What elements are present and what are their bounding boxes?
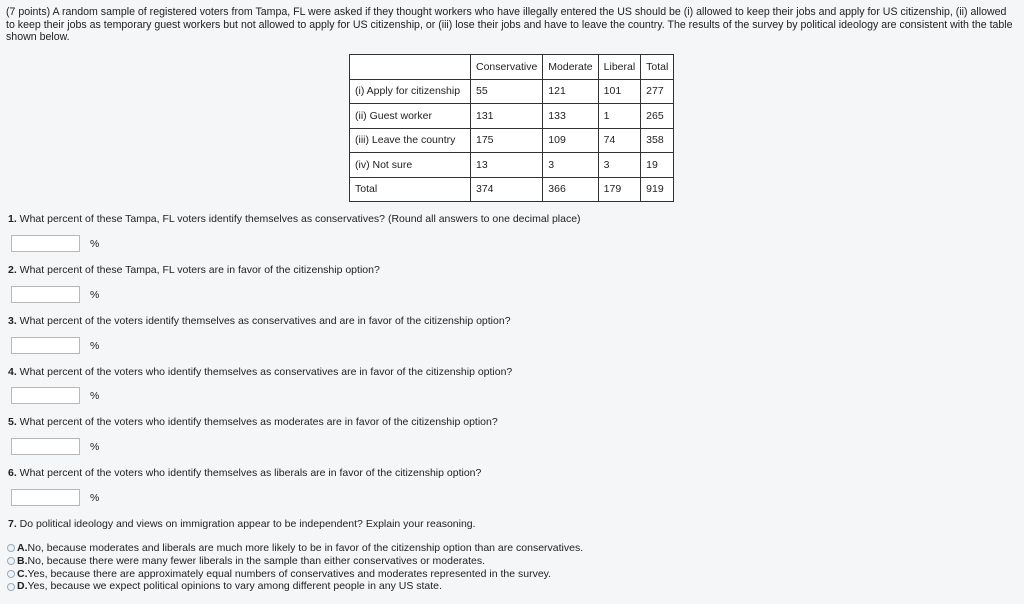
question-4 — [8, 366, 512, 378]
survey-table — [349, 54, 674, 202]
question-number: 2. — [8, 264, 17, 276]
question-text: What percent of the voters who identify themselves as moderates are in favor of the citizenship option? — [16, 416, 498, 428]
option-letter: D. — [17, 580, 28, 593]
table-cell: 919 — [641, 177, 674, 202]
table-cell: (i) Apply for citizenship — [350, 79, 471, 104]
table-cell: 74 — [598, 128, 641, 153]
option-text: No, because there were many fewer liberals in the sample than either conservatives or moderates. — [27, 554, 486, 567]
option-text: No, because moderates and liberals are much more likely to be in favor of the citizenship option than are conservatives. — [27, 542, 584, 554]
question-text: What percent of the voters who identify themselves as liberals are in favor of the citizenship option? — [16, 467, 482, 479]
option-d[interactable] — [7, 580, 583, 593]
percent-label: % — [90, 492, 100, 504]
percent-label: % — [90, 441, 100, 453]
table-total-row — [350, 177, 674, 202]
option-letter: B. — [17, 554, 28, 567]
table-header-cell — [350, 55, 471, 80]
table-cell: 109 — [543, 128, 598, 153]
table-cell: 175 — [471, 128, 543, 153]
table-cell: 121 — [543, 79, 598, 104]
question-text: What percent of the voters who identify themselves as conservatives are in favor of the citizenship option? — [16, 366, 513, 378]
radio-button[interactable] — [7, 544, 15, 552]
answer-1-input[interactable] — [11, 235, 80, 252]
radio-button[interactable] — [7, 583, 15, 591]
percent-label: % — [90, 390, 100, 402]
table-cell: 1 — [598, 104, 641, 129]
option-a[interactable] — [7, 542, 583, 555]
table-cell: 131 — [471, 104, 543, 129]
question-number: 5. — [8, 416, 17, 428]
table-header-row — [350, 55, 674, 80]
percent-label: % — [90, 238, 100, 250]
table-row — [350, 79, 674, 104]
question-number: 6. — [8, 467, 17, 479]
option-text: Yes, because we expect political opinions to vary among different people in any US state. — [27, 580, 442, 593]
radio-button[interactable] — [7, 557, 15, 565]
question-text: What percent of these Tampa, FL voters are in favor of the citizenship option? — [16, 264, 380, 276]
table-cell: 179 — [598, 177, 641, 202]
table-cell: Total — [350, 177, 471, 202]
table-cell: 358 — [641, 128, 674, 153]
table-cell: (iii) Leave the country — [350, 128, 471, 153]
question-number: 7. — [8, 518, 17, 530]
table-header-cell: Moderate — [543, 55, 598, 80]
table-cell: 366 — [543, 177, 598, 202]
table-header-cell: Total — [641, 55, 674, 80]
question-7 — [8, 518, 476, 530]
table-row — [350, 153, 674, 178]
answer-5-input[interactable] — [11, 438, 80, 455]
table-cell: 374 — [471, 177, 543, 202]
table-cell: 277 — [641, 79, 674, 104]
question-1 — [8, 213, 581, 225]
question-number: 3. — [8, 315, 17, 327]
table-cell: 265 — [641, 104, 674, 129]
radio-button[interactable] — [7, 570, 15, 578]
question-number: 4. — [8, 366, 17, 378]
answer-2-input[interactable] — [11, 286, 80, 303]
table-cell: 3 — [543, 153, 598, 178]
option-text: Yes, because there are approximately equal numbers of conservatives and moderates represented in the survey. — [27, 567, 552, 580]
table-cell: 101 — [598, 79, 641, 104]
table-header-cell: Conservative — [471, 55, 543, 80]
table-cell: 19 — [641, 153, 674, 178]
option-c[interactable] — [7, 568, 583, 581]
option-letter: C. — [17, 567, 28, 580]
q7-options — [7, 542, 583, 593]
table-row — [350, 128, 674, 153]
option-b[interactable] — [7, 555, 583, 568]
question-text: What percent of the voters identify themselves as conservatives and are in favor of the citizenship option? — [16, 315, 511, 327]
answer-4-input[interactable] — [11, 387, 80, 404]
table-cell: 3 — [598, 153, 641, 178]
table-header-cell: Liberal — [598, 55, 641, 80]
answer-3-input[interactable] — [11, 337, 80, 354]
intro-text: (7 points) A random sample of registered voters from Tampa, FL were asked if they thought workers who have illegally entered the US should be (i) allowed to keep their jobs and apply for US citizenship, (ii) allowed to keep their jobs as temporary guest workers but not allowed to apply for US citizenship, or (iii) lose their jobs and have to leave the country. The results of the survey by political ideology are consistent with the table shown below. — [6, 6, 1013, 43]
percent-label: % — [90, 340, 100, 352]
question-2 — [8, 264, 380, 276]
table-cell: 13 — [471, 153, 543, 178]
question-6 — [8, 467, 481, 479]
table-row — [350, 104, 674, 129]
question-text: Do political ideology and views on immigration appear to be independent? Explain your reasoning. — [16, 518, 476, 530]
question-number: 1. — [8, 213, 17, 225]
table-cell: 133 — [543, 104, 598, 129]
percent-label: % — [90, 289, 100, 301]
question-text: What percent of these Tampa, FL voters identify themselves as conservatives? (Round all answers to one decimal place) — [16, 213, 581, 225]
option-letter: A. — [17, 542, 28, 554]
table-cell: 55 — [471, 79, 543, 104]
question-5 — [8, 416, 498, 428]
question-3 — [8, 315, 511, 327]
table-cell: (ii) Guest worker — [350, 104, 471, 129]
table-cell: (iv) Not sure — [350, 153, 471, 178]
answer-6-input[interactable] — [11, 489, 80, 506]
